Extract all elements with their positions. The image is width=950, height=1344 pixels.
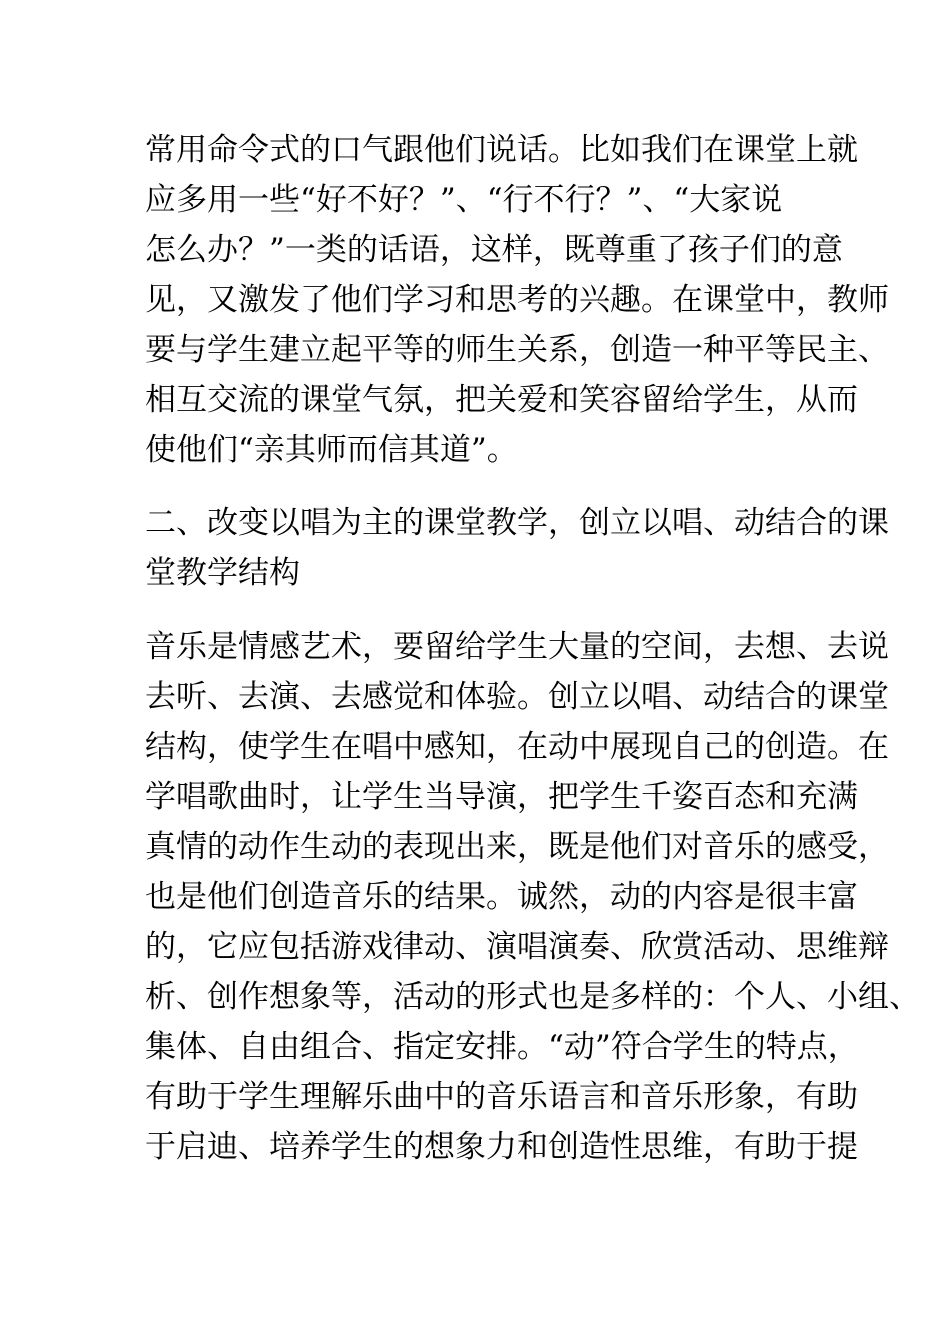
heading-line: 堂教学结构 (145, 555, 300, 591)
text-line: 要与学生建立起平等的师生关系，创造一种平等民主、 (145, 332, 889, 368)
text-line: 析、创作想象等，活动的形式也是多样的：个人、小组、 (145, 979, 920, 1015)
text-line: 相互交流的课堂气氛，把关爱和笑容留给学生，从而 (145, 382, 858, 418)
text-line: 于启迪、培养学生的想象力和创造性思维，有助于提 (145, 1129, 858, 1165)
text-line: 集体、自由组合、指定安排。“动”符合学生的特点， (145, 1029, 859, 1065)
text-line: 见，又激发了他们学习和思考的兴趣。在课堂中，教师 (145, 282, 889, 318)
heading-line: 二、改变以唱为主的课堂教学，创立以唱、动结合的课 (145, 505, 889, 541)
text-line: 怎么办？”一类的话语，这样，既尊重了孩子们的意 (145, 232, 843, 268)
text-line: 常用命令式的口气跟他们说话。比如我们在课堂上就 (145, 132, 858, 168)
text-line: 的，它应包括游戏律动、演唱演奏、欣赏活动、思维辩 (145, 929, 889, 965)
text-line: 有助于学生理解乐曲中的音乐语言和音乐形象，有助 (145, 1079, 858, 1115)
text-line: 使他们“亲其师而信其道”。 (145, 432, 518, 468)
text-line: 结构，使学生在唱中感知，在动中展现自己的创造。在 (145, 729, 889, 765)
text-line: 也是他们创造音乐的结果。诚然，动的内容是很丰富 (145, 879, 858, 915)
text-line: 去听、去演、去感觉和体验。创立以唱、动结合的课堂 (145, 679, 889, 715)
text-line: 音乐是情感艺术，要留给学生大量的空间，去想、去说 (145, 629, 889, 665)
text-line: 学唱歌曲时，让学生当导演，把学生千姿百态和充满 (145, 779, 858, 815)
text-line: 应多用一些“好不好？”、“行不行？”、“大家说 (145, 182, 783, 218)
text-line: 真情的动作生动的表现出来，既是他们对音乐的感受， (145, 829, 889, 865)
